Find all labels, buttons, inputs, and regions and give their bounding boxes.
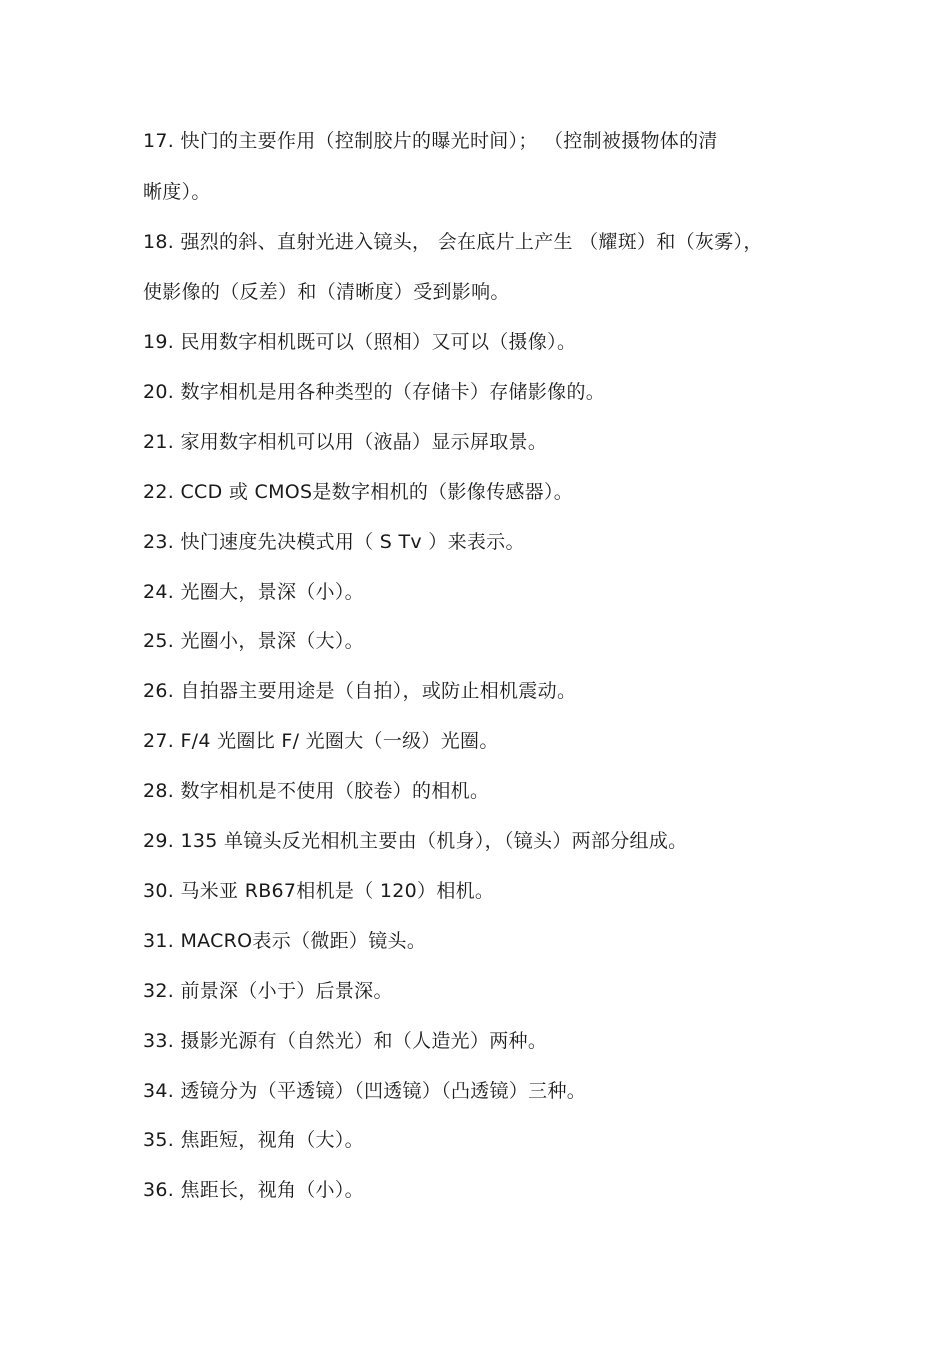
text-line-32: 32. 前景深（小于）后景深。 xyxy=(143,980,393,1002)
text-line-24: 24. 光圈大，景深（小）。 xyxy=(143,581,364,603)
text-line-31: 31. MACRO表示（微距）镜头。 xyxy=(143,930,427,952)
text-line-18: 18. 强烈的斜、直射光进入镜头， 会在底片上产生 （耀斑）和（灰雾）， xyxy=(143,231,763,253)
text-line-25: 25. 光圈小，景深（大）。 xyxy=(143,630,364,652)
text-line-17-continued: 晰度）。 xyxy=(143,181,211,203)
text-line-26: 26. 自拍器主要用途是（自拍），或防止相机震动。 xyxy=(143,680,577,702)
text-line-20: 20. 数字相机是用各种类型的（存储卡）存储影像的。 xyxy=(143,381,606,403)
text-line-17: 17. 快门的主要作用（控制胶片的曝光时间）； （控制被摄物体的清 xyxy=(143,130,718,152)
text-line-19: 19. 民用数字相机既可以（照相）又可以（摄像）。 xyxy=(143,331,577,353)
text-line-18-continued: 使影像的（反差）和（清晰度）受到影响。 xyxy=(143,281,510,303)
text-line-28: 28. 数字相机是不使用（胶卷）的相机。 xyxy=(143,780,490,802)
text-line-33: 33. 摄影光源有（自然光）和（人造光）两种。 xyxy=(143,1030,548,1052)
text-line-36: 36. 焦距长，视角（小）。 xyxy=(143,1179,364,1201)
text-line-35: 35. 焦距短，视角（大）。 xyxy=(143,1129,364,1151)
text-line-21: 21. 家用数字相机可以用（液晶）显示屏取景。 xyxy=(143,431,548,453)
text-line-29: 29. 135 单镜头反光相机主要由（机身），（镜头）两部分组成。 xyxy=(143,830,688,852)
text-line-22: 22. CCD 或 CMOS是数字相机的（影像传感器）。 xyxy=(143,481,574,503)
text-line-30: 30. 马米亚 RB67相机是（ 120）相机。 xyxy=(143,880,495,902)
text-line-34: 34. 透镜分为（平透镜）（凹透镜）（凸透镜）三种。 xyxy=(143,1080,587,1102)
text-line-23: 23. 快门速度先决模式用（ S Tv ）来表示。 xyxy=(143,531,525,553)
text-line-27: 27. F/4 光圈比 F/ 光圈大（一级）光圈。 xyxy=(143,730,499,752)
